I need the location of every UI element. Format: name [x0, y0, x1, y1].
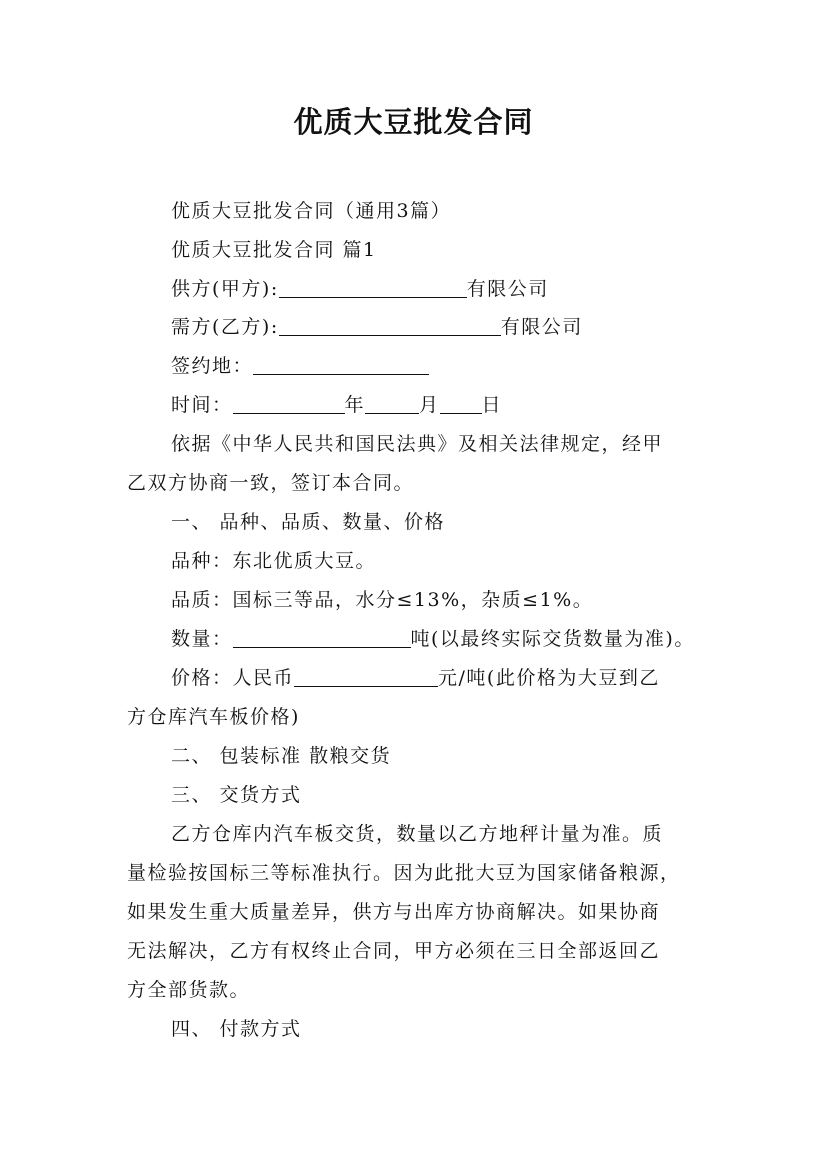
time-line — [171, 390, 771, 420]
document-title: 优质大豆批发合同 — [293, 105, 534, 139]
price-blank[interactable] — [294, 666, 438, 687]
supplier-label: 供方(甲方): — [171, 278, 279, 300]
price-suffix: 元/吨(此价格为大豆到乙 — [438, 667, 660, 689]
supplier-suffix: 有限公司 — [466, 278, 549, 300]
day-blank[interactable] — [440, 393, 482, 414]
price-line — [171, 663, 771, 693]
section-3-heading: 三、 交货方式 — [171, 784, 302, 806]
place-label: 签约地： — [171, 355, 254, 377]
quality-line: 品质：国标三等品，水分≤13%，杂质≤1%。 — [171, 589, 594, 611]
section-2-heading: 二、 包装标准 散粮交货 — [171, 745, 392, 767]
buyer-label: 需方(乙方): — [171, 316, 279, 338]
variety-line: 品种：东北优质大豆。 — [171, 550, 377, 572]
year-blank[interactable] — [233, 393, 345, 414]
buyer-name-blank[interactable] — [279, 315, 501, 336]
buyer-suffix: 有限公司 — [500, 316, 583, 338]
delivery-line-2: 量检验按国标三等标准执行。因为此批大豆为国家储备粮源， — [127, 862, 681, 884]
subtitle: 优质大豆批发合同（通用3篇） — [171, 200, 452, 222]
delivery-line-1: 乙方仓库内汽车板交货，数量以乙方地秤计量为准。质 — [171, 823, 664, 845]
section-4-heading: 四、 付款方式 — [171, 1018, 302, 1040]
quantity-blank[interactable] — [233, 627, 411, 648]
supplier-name-blank[interactable] — [279, 277, 467, 298]
time-label: 时间： — [171, 394, 233, 416]
intro-line-2: 乙双方协商一致，签订本合同。 — [127, 472, 415, 494]
quantity-label: 数量： — [171, 628, 233, 650]
month-blank[interactable] — [365, 393, 419, 414]
delivery-line-4: 无法解决，乙方有权终止合同，甲方必须在三日全部返回乙 — [127, 940, 661, 962]
month-label: 月 — [419, 394, 440, 416]
delivery-line-5: 方全部货款。 — [127, 979, 251, 1001]
section-1-heading: 一、 品种、品质、数量、价格 — [171, 511, 446, 533]
price-line-2: 方仓库汽车板价格) — [127, 706, 300, 728]
buyer-line — [171, 312, 771, 342]
place-blank[interactable] — [253, 354, 429, 375]
place-line — [171, 351, 771, 381]
article-heading: 优质大豆批发合同 篇1 — [171, 239, 377, 261]
delivery-line-3: 如果发生重大质量差异，供方与出库方协商解决。如果协商 — [127, 901, 661, 923]
year-label: 年 — [344, 394, 366, 416]
day-label: 日 — [481, 394, 503, 416]
price-label: 价格：人民币 — [171, 667, 295, 689]
quantity-suffix: 吨(以最终实际交货数量为准)。 — [410, 628, 695, 650]
supplier-line — [171, 274, 771, 304]
intro-line-1: 依据《中华人民共和国民法典》及相关法律规定，经甲 — [171, 433, 664, 455]
quantity-line — [171, 624, 771, 654]
